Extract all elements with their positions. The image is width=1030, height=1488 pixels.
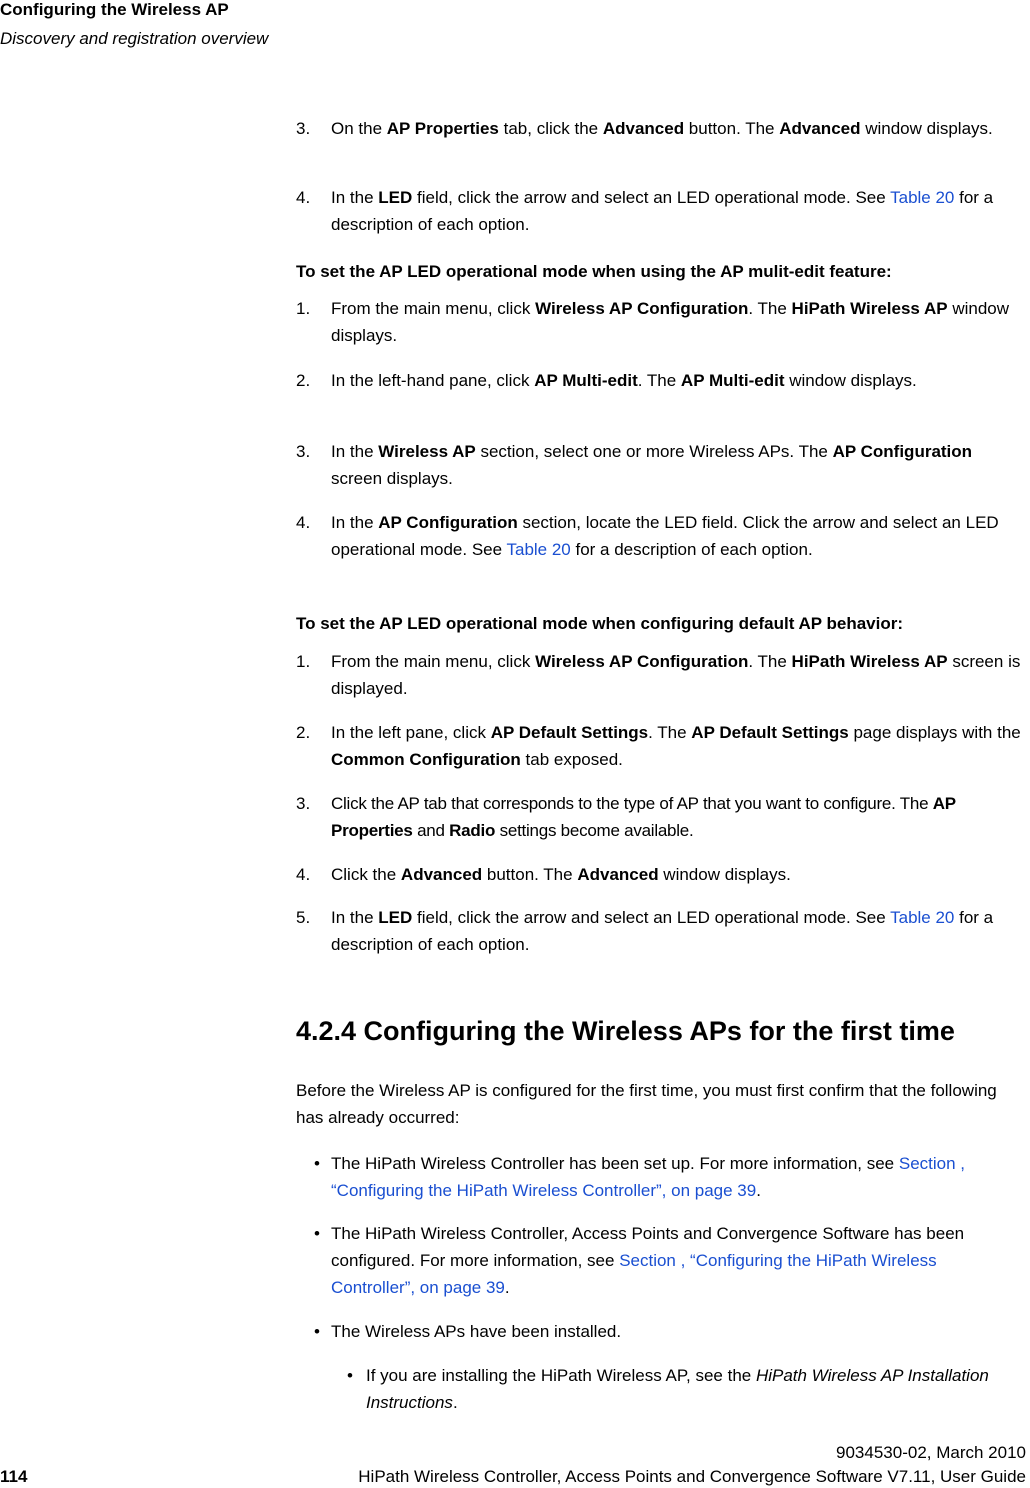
bold-term: Wireless AP Configuration (535, 652, 749, 671)
bold-term: AP Configuration (832, 442, 973, 461)
text-run: . The (637, 371, 681, 390)
text-run: window displays. (331, 299, 1010, 345)
text-run: In the (331, 188, 379, 207)
bold-term: AP Default Settings (490, 723, 649, 742)
intro-paragraph: Before the Wireless AP is configured for the first time, you must first confirm that the following has already occurred: (296, 1081, 997, 1127)
cross-reference-link[interactable]: Table 20 (890, 908, 955, 927)
bold-term: AP Properties (331, 794, 956, 840)
footer-doc-id: 9034530-02, March 2010 (836, 1443, 1026, 1462)
text-run: settings become available. (495, 821, 694, 840)
italic-title: HiPath Wireless AP Installation Instructions (366, 1366, 989, 1412)
step-number: 2. (296, 723, 311, 742)
procedure-heading: To set the AP LED operational mode when configuring default AP behavior: (296, 614, 904, 633)
text-run: and (412, 821, 450, 840)
text-run: section, select one or more Wireless APs. The (475, 442, 833, 461)
running-header-subtitle: Discovery and registration overview (0, 29, 269, 48)
bold-term: AP Properties (386, 119, 499, 138)
step-text (331, 295, 1021, 349)
text-run: button. The (482, 865, 578, 884)
cross-reference-link[interactable]: Table 20 (890, 188, 955, 207)
text-run: From the main menu, click (331, 652, 536, 671)
step-text (331, 648, 1021, 702)
step-number: 3. (296, 442, 311, 461)
text-run: button. The (684, 119, 780, 138)
procedure-heading: To set the AP LED operational mode when using the AP mulit-edit feature: (296, 262, 892, 281)
bold-term: Advanced (400, 865, 483, 884)
text-run: In the (331, 908, 379, 927)
text-run: If you are installing the HiPath Wireless AP, see the (366, 1366, 756, 1385)
text-run: . (452, 1393, 458, 1412)
bold-term: AP Configuration (378, 513, 518, 532)
text-run: for a description of each option. (331, 188, 994, 234)
step-number: 2. (296, 371, 311, 390)
text-run: Click the (331, 865, 401, 884)
text-run: The HiPath Wireless Controller has been set up. For more information, see (331, 1154, 899, 1173)
text-run: In the (331, 513, 379, 532)
bold-term: Advanced (779, 119, 861, 138)
text-run: . The (648, 723, 692, 742)
footer-page-number: 114 (0, 1467, 28, 1486)
text-run: tab exposed. (520, 750, 623, 769)
text-run: In the left-hand pane, click (331, 371, 535, 390)
bold-term: LED (378, 188, 413, 207)
text-run: field, click the arrow and select an LED operational mode. See (412, 908, 891, 927)
running-header-title: Configuring the Wireless AP (0, 0, 229, 19)
footer-guide-title: HiPath Wireless Controller, Access Points and Convergence Software V7.11, User Guide (358, 1467, 1026, 1486)
step-number: 4. (296, 865, 311, 884)
text-run: In the left pane, click (331, 723, 491, 742)
text-run: . The (748, 652, 792, 671)
text-run: page displays with the (848, 723, 1021, 742)
bullet-glyph: • (314, 1224, 320, 1243)
bold-term: AP Multi-edit (680, 371, 785, 390)
text-run: section, locate the LED field. Click the arrow and select an LED operational mode. See (331, 513, 999, 559)
bullet-glyph: • (314, 1154, 320, 1173)
text-run: On the (331, 119, 387, 138)
bullet-glyph: • (314, 1322, 320, 1341)
step-number: 4. (296, 513, 311, 532)
text-run: In the (331, 442, 379, 461)
bold-term: AP Multi-edit (534, 371, 638, 390)
text-run: window displays. (658, 865, 791, 884)
text-run: Click the AP tab that corresponds to the type of AP that you want to configure. The (331, 794, 933, 813)
step-text (331, 861, 1021, 888)
bold-term: HiPath Wireless AP (791, 299, 948, 318)
text-run: . (504, 1278, 510, 1297)
step-number: 1. (296, 299, 311, 318)
step-text (331, 367, 1021, 394)
cross-reference-link[interactable]: Section , “Configuring the HiPath Wireless Controller”, on page 39 (331, 1251, 937, 1297)
bold-term: HiPath Wireless AP (791, 652, 948, 671)
text-run: for a description of each option. (331, 908, 994, 954)
step-number: 3. (296, 794, 311, 813)
section-heading: 4.2.4 Configuring the Wireless APs for the first time (296, 1016, 955, 1046)
text-run: From the main menu, click (331, 299, 536, 318)
text-run: window displays. (860, 119, 993, 138)
text-run: The HiPath Wireless Controller, Access Points and Convergence Software has been configured. For more information, see (331, 1224, 965, 1270)
text-run: . The (748, 299, 792, 318)
step-text (331, 509, 1021, 563)
step-text (331, 184, 1021, 238)
bullet-text (331, 1220, 1021, 1301)
step-text (331, 904, 1021, 958)
bold-term: AP Default Settings (691, 723, 849, 742)
step-number: 3. (296, 119, 311, 138)
text-run: screen displays. (331, 469, 453, 488)
text-run: screen is displayed. (331, 652, 1021, 698)
text-run: for a description of each option. (570, 540, 813, 559)
sub-bullet-glyph: • (347, 1366, 353, 1385)
step-text (331, 115, 1021, 142)
bullet-text (331, 1318, 1021, 1345)
step-number: 1. (296, 652, 311, 671)
step-text (331, 790, 1021, 844)
text-run: field, click the arrow and select an LED operational mode. See (412, 188, 891, 207)
cross-reference-link[interactable]: Table 20 (506, 540, 571, 559)
bold-term: LED (378, 908, 413, 927)
step-number: 5. (296, 908, 311, 927)
step-text (331, 719, 1021, 773)
sub-bullet-text (366, 1362, 1026, 1416)
bold-term: Advanced (577, 865, 659, 884)
text-run: . (756, 1181, 761, 1200)
bold-term: Wireless AP Configuration (535, 299, 749, 318)
bold-term: Radio (449, 821, 496, 840)
bullet-text (331, 1150, 1021, 1204)
step-text (331, 438, 1021, 492)
cross-reference-link[interactable]: Section , “Configuring the HiPath Wireless Controller”, on page 39 (331, 1154, 966, 1200)
text-run: window displays. (784, 371, 917, 390)
text-run: tab, click the (498, 119, 603, 138)
step-number: 4. (296, 188, 311, 207)
bold-term: Advanced (602, 119, 685, 138)
text-run: The Wireless APs have been installed. (331, 1322, 622, 1341)
bold-term: Wireless AP (378, 442, 476, 461)
bold-term: Common Configuration (331, 750, 521, 769)
